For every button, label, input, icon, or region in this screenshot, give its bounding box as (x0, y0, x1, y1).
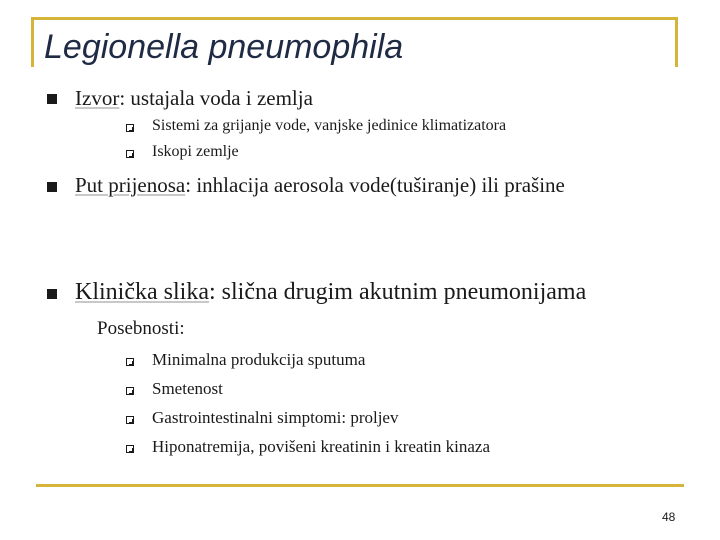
bullet-izvor (75, 86, 313, 111)
hollow-square-bullet-icon (126, 445, 134, 453)
bullet-klinicka-slika (75, 279, 586, 306)
hollow-square-bullet-icon (126, 150, 134, 158)
term-put-prijenosa: Put prijenosa (75, 173, 186, 197)
sub-bullet-text: Minimalna produkcija sputuma (152, 350, 366, 369)
hollow-square-bullet-icon (126, 416, 134, 424)
bullet-square-icon (47, 182, 57, 192)
bullet-put-prijenosa-text: : inhlacija aerosola vode(tuširanje) ili prašine (185, 173, 565, 197)
sub-bullet-text: Gastrointestinalni simptomi: proljev (152, 408, 399, 427)
term-izvor: Izvor (75, 86, 120, 110)
bullet-put-prijenosa (75, 173, 565, 198)
slide-frame-bottom (36, 484, 684, 487)
slide-frame-top (31, 17, 678, 20)
bullet-klinicka-slika-text: : slična drugim akutnim pneumonijama (208, 279, 587, 305)
page-number: 48 (662, 510, 676, 524)
sub-bullet-text: Sistemi za grijanje vode, vanjske jedinice klimatizatora (152, 117, 507, 134)
hollow-square-bullet-icon (126, 124, 134, 132)
posebnosti-label: Posebnosti: (97, 318, 185, 339)
slide-frame-right (675, 17, 678, 67)
bullet-izvor-text: : ustajala voda i zemlja (119, 86, 313, 110)
sub-bullet-text: Smetenost (152, 379, 223, 398)
sub-bullet-text: Iskopi zemlje (152, 143, 239, 160)
slide-title: Legionella pneumophila (44, 28, 404, 66)
hollow-square-bullet-icon (126, 358, 134, 366)
bullet-square-icon (47, 289, 57, 299)
term-klinicka-slika: Klinička slika (75, 279, 209, 305)
bullet-square-icon (47, 94, 57, 104)
hollow-square-bullet-icon (126, 387, 134, 395)
sub-bullet-text: Hiponatremija, povišeni kreatinin i kreatin kinaza (152, 437, 490, 456)
slide-frame-left (31, 17, 34, 67)
